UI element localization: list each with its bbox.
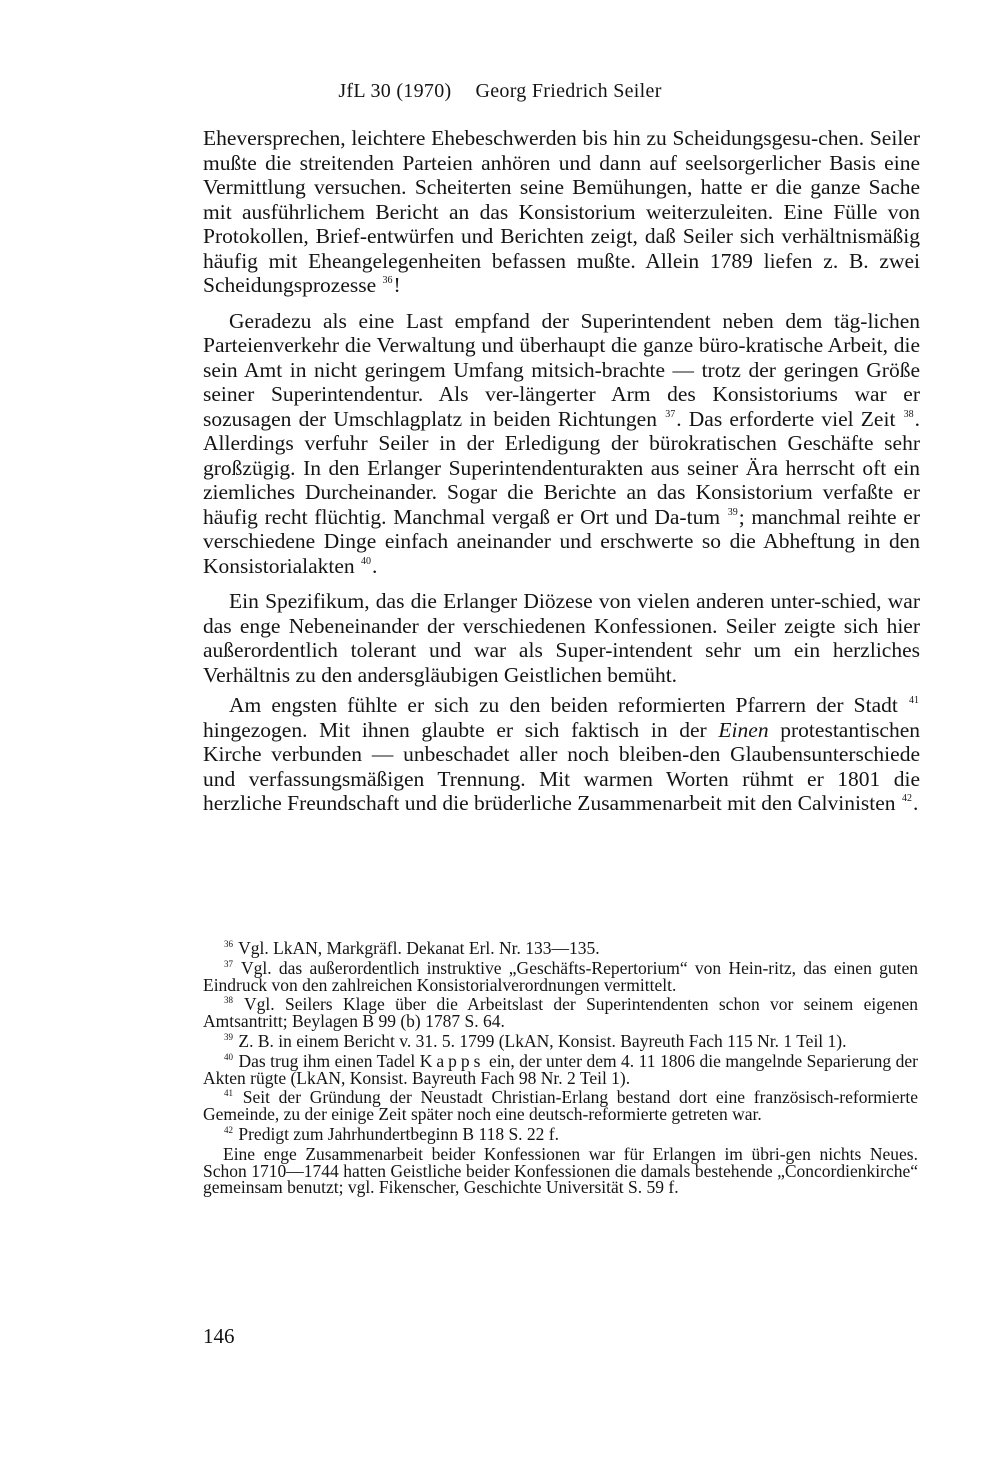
footnote-39: $^{39}$ Z. B. in einem Bericht v. 31. 5. 1799 (LkAN, Konsist. Bayreuth Fach 115 Nr. 1 Teil 1). <box>224 1030 847 1051</box>
paragraph-1: Eheversprechen, leichtere Ehebeschwerden bis hin zu Scheidungsgesu-chen. Seiler mußte die streitenden Parteien anhören und dann auf seelsorgerlicher Basis eine Vermittlung versuchen. Scheiterten seine Bemühungen, hatte er die ganze Sache mit ausführlichem Bericht an das Konsistorium weiterzuleiten. Eine Fülle von Protokollen, Brief-entwürfen und Berichten zeigt, daß Seiler sich verhältnismäßig häufig mit Eheangelegenheiten befassen mußte. Allein 1789 liefen z. B. zwei Scheidungsprozesse $^{36}$! <box>203 126 920 297</box>
paragraph-3: Ein Spezifikum, das die Erlanger Diözese von vielen anderen unter-schied, war das enge Nebeneinander der verschiedenen Konfessionen. Seiler zeigte sich hier außerordentlich tolerant und war als Super-intendent sehr um ein herzliches Verhältnis zu den andersgläubigen Geistlichen bemüht. <box>203 589 920 687</box>
running-title: Georg Friedrich Seiler <box>475 80 662 102</box>
footnote-ref-36: 36 <box>382 275 393 286</box>
paragraph-2: Geradezu als eine Last empfand der Superintendent neben dem täg-lichen Parteienverkehr die Verwaltung und überhaupt die ganze büro-kratische Arbeit, die sein Amt in nicht geringem Umfang mitsich-brachte — trotz der geringen Größe seiner Superintendentur. Als ver-längerter Arm des Konsistoriums war er sozusagen der Umschlagplatz in beiden Richtungen $^{37}$. Das erforderte viel Zeit $^{38}$. Allerdings verfuhr Seiler in der Erledigung der bürokratischen Geschäfte sehr großzügig. In den Erlanger Superintendenturakten aus seiner Ära herrscht oft ein ziemliches Durcheinander. Sogar die Berichte an das Konsistorium verfaßte er häufig recht flüchtig. Manchmal vergaß er Ort und Da-tum $^{39}$; manchmal reihte er verschiedene Dinge einfach aneinander und erschwerte so die Abheftung in den Konsistorialakten $^{40}$. <box>203 308 921 578</box>
footnote-36: $^{36}$ Vgl. LkAN, Markgräfl. Dekanat Erl. Nr. 133—135. <box>224 938 600 958</box>
footnote-42: $^{42}$ Predigt zum Jahrhundertbeginn B 118 S. 22 f. <box>224 1123 560 1144</box>
footnote-ref-37: 37 <box>665 408 676 420</box>
footnote-ref-42: 42 <box>901 793 912 804</box>
footnotes <box>203 940 918 1199</box>
footnote-40: $^{40}$ Das trug ihm einen Tadel Kapps ein, der unter dem 4. 11 1806 die mangelnde Separierung der Akten rügte (LkAN, Konsist. Bayreuth Fach 98 Nr. 2 Teil 1). <box>203 1050 918 1088</box>
footnote-37: $^{37}$ Vgl. das außerordentlich instruktive „Geschäfts-Repertorium“ von Hein-ritz, das einen guten Eindruck von den zahlreichen Konsistorialverordnungen vermittelt. <box>203 957 918 995</box>
main-text <box>203 126 920 816</box>
footnote-ref-39: 39 <box>727 506 738 518</box>
footnote-ref-38: 38 <box>903 408 914 420</box>
paragraph-4: Am engsten fühlte er sich zu den beiden reformierten Pfarrern der Stadt $^{41}$ hingezogen. Mit ihnen glaubte er sich faktisch in der Einen protestantischen Kirche verbunden — unbeschadet aller noch bleiben-den Glaubensunterschiede und verfassungsmäßigen Trennung. Mit warmen Worten rühmt er 1801 die herzliche Freundschaft und die brüderliche Zusammenarbeit mit den Calvinisten $^{42}$. <box>203 693 920 815</box>
footnote-38: $^{38}$ Vgl. Seilers Klage über die Arbeitslast der Superintendenten schon vor seinem eigenen Amtsantritt; Beylagen B 99 (b) 1787 S. 64. <box>203 994 918 1032</box>
footnote-41: $^{41}$ Seit der Gründung der Neustadt Christian-Erlang bestand dort eine französisch-reformierte Gemeinde, zu der einige Zeit später noch eine deutsch-reformierte getreten war. <box>203 1087 918 1125</box>
footnote-ref-40: 40 <box>361 555 372 567</box>
footnote-42-continuation: Eine enge Zusammenarbeit beider Konfessionen war für Erlangen im übri-gen nichts Neues. Schon 1710—1744 hatten Geistliche beider Konfessionen die damals bestehende „Concordienkirche“ gemeinsam benutzt; vgl. Fikenscher, Geschichte Universität S. 59 f. <box>203 1143 918 1198</box>
emphasis-einen: Einen <box>718 717 769 742</box>
journal-reference: JfL 30 (1970) <box>338 80 452 102</box>
running-header <box>0 80 1000 103</box>
spaced-name-kapps: Kapps <box>419 1050 485 1071</box>
page-number: 146 <box>203 1324 235 1348</box>
footnote-ref-41: 41 <box>909 695 920 706</box>
